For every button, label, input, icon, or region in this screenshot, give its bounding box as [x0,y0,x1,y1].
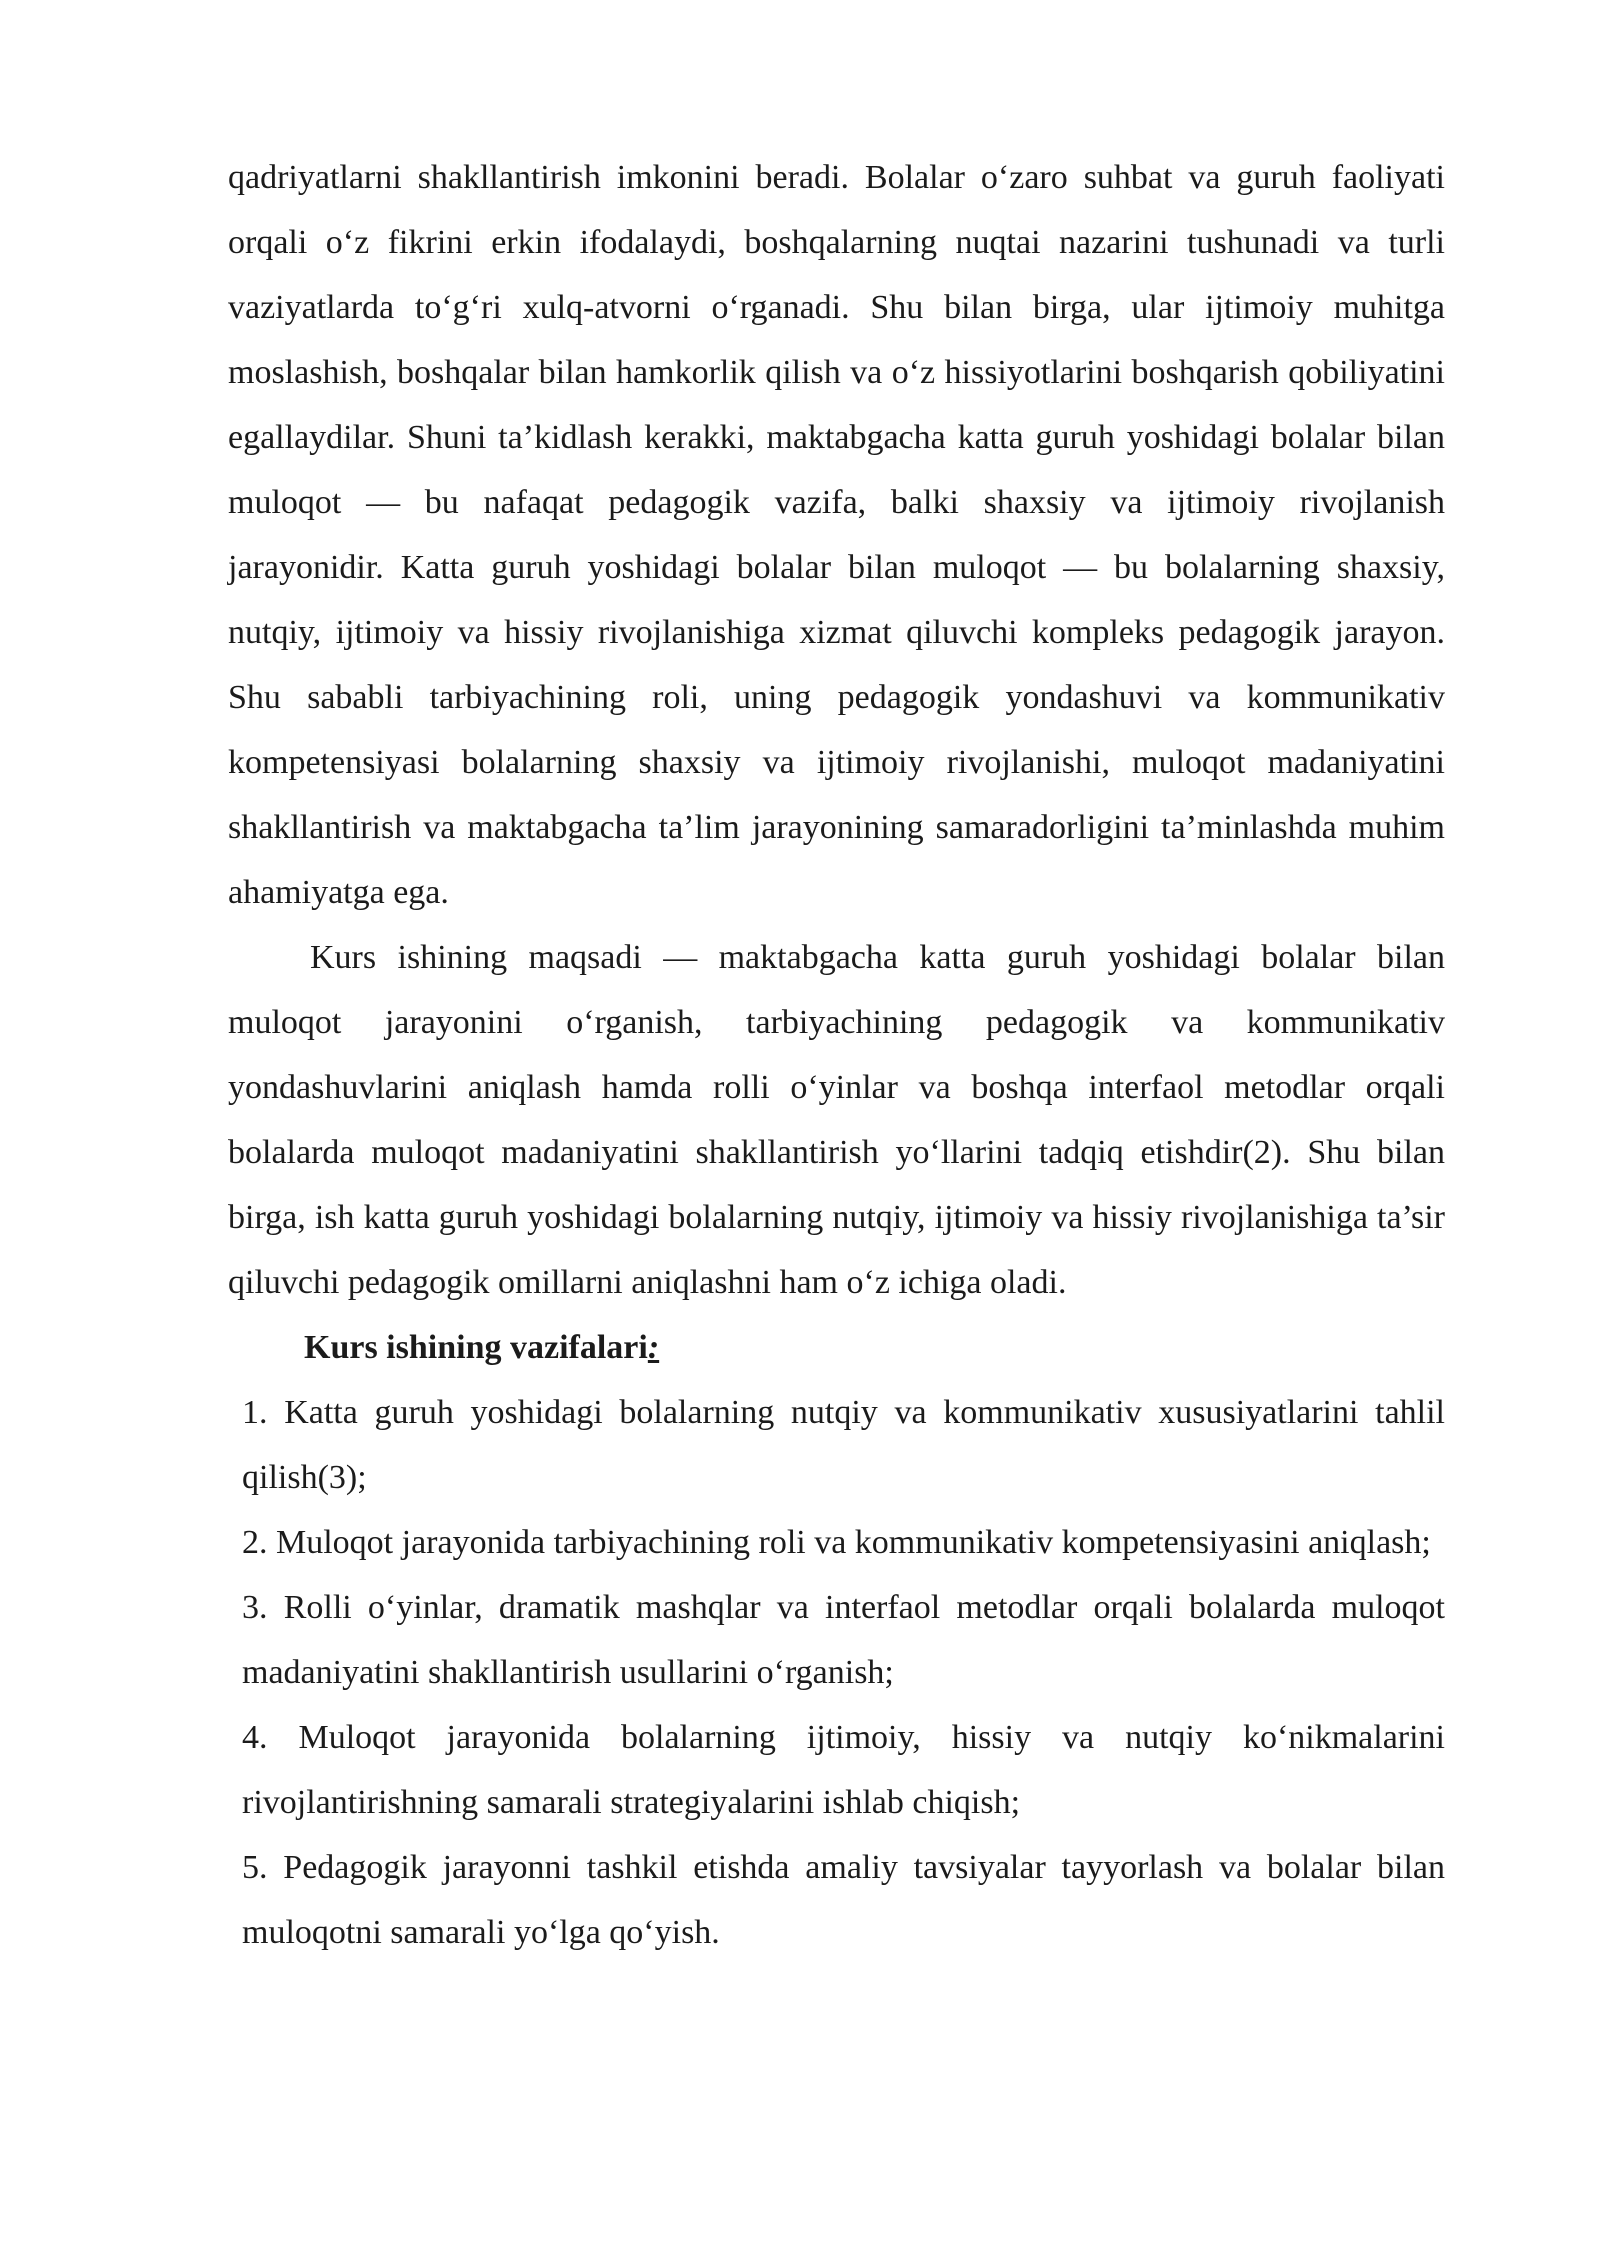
task-text: Muloqot jarayonida bolalarning ijtimoiy, hissiy va nutqiy ko‘nikmalarini rivojlantirishning samarali strategiyalarini ishlab chiqish; [242,1719,1446,1821]
task-item [228,1835,1445,1965]
task-item [228,1705,1445,1835]
task-item [228,1380,1445,1510]
task-number: 1. [242,1394,268,1431]
task-number: 2. [242,1524,268,1561]
task-text: Katta guruh yoshidagi bolalarning nutqiy va kommunikativ xususiyatlarini tahlil qilish(3); [242,1394,1446,1496]
body-paragraph: qadriyatlarni shakllantirish imkonini beradi. Bolalar o‘zaro suhbat va guruh faoliyati orqali o‘z fikrini erkin ifodalaydi, boshqalarning nuqtai nazarini tushunadi va turli vaziyatlarda to‘g‘ri xulq-atvorni o‘rganadi. Shu bilan birga, ular ijtimoiy muhitga moslashish, boshqalar bilan hamkorlik qilish va o‘z hissiyotlarini boshqarish qobiliyatini egallaydilar. Shuni ta’kidlash kerakki, maktabgacha katta guruh yoshidagi bolalar bilan muloqot — bu nafaqat pedagogik vazifa, balki shaxsiy va ijtimoiy rivojlanish jarayonidir. Katta guruh yoshidagi bolalar bilan muloqot — bu bolalarning shaxsiy, nutqiy, ijtimoiy va hissiy rivojlanishiga xizmat qiluvchi kompleks pedagogik jarayon. Shu sababli tarbiyachining roli, uning pedagogik yondashuvi va kommunikativ kompetensiyasi bolalarning shaxsiy va ijtimoiy rivojlanishi, muloqot madaniyatini shakllantirish va maktabgacha ta’lim jarayonining samaradorligini ta’minlashda muhim ahamiyatga ega. [228,159,1445,911]
task-item [228,1510,1445,1575]
task-text: Rolli o‘yinlar, dramatik mashqlar va interfaol metodlar orqali bolalarda muloqot madaniyatini shakllantirish usullarini o‘rganish; [242,1589,1446,1691]
document-body [228,145,1445,1965]
task-number: 4. [242,1719,268,1756]
tasks-heading-text: Kurs ishining vazifalari [304,1329,648,1366]
task-text: Pedagogik jarayonni tashkil etishda amaliy tavsiyalar tayyorlash va bolalar bilan muloqotni samarali yo‘lga qo‘yish. [242,1849,1445,1951]
tasks-heading-colon: : [647,1329,660,1366]
task-item [228,1575,1445,1705]
task-number: 3. [242,1589,268,1626]
goal-paragraph: Kurs ishining maqsadi — maktabgacha katta guruh yoshidagi bolalar bilan muloqot jarayonini o‘rganish, tarbiyachining pedagogik va kommunikativ yondashuvlarini aniqlash hamda rolli o‘yinlar va boshqa interfaol metodlar orqali bolalarda muloqot madaniyatini shakllantirish yo‘llarini tadqiq etishdir(2). Shu bilan birga, ish katta guruh yoshidagi bolalarning nutqiy, ijtimoiy va hissiy rivojlanishiga ta’sir qiluvchi pedagogik omillarni aniqlashni ham o‘z ichiga oladi. [228,939,1445,1301]
task-text: Muloqot jarayonida tarbiyachining roli va kommunikativ kompetensiyasini aniqlash; [276,1524,1431,1561]
task-number: 5. [242,1849,268,1886]
tasks-heading [228,1315,1445,1380]
